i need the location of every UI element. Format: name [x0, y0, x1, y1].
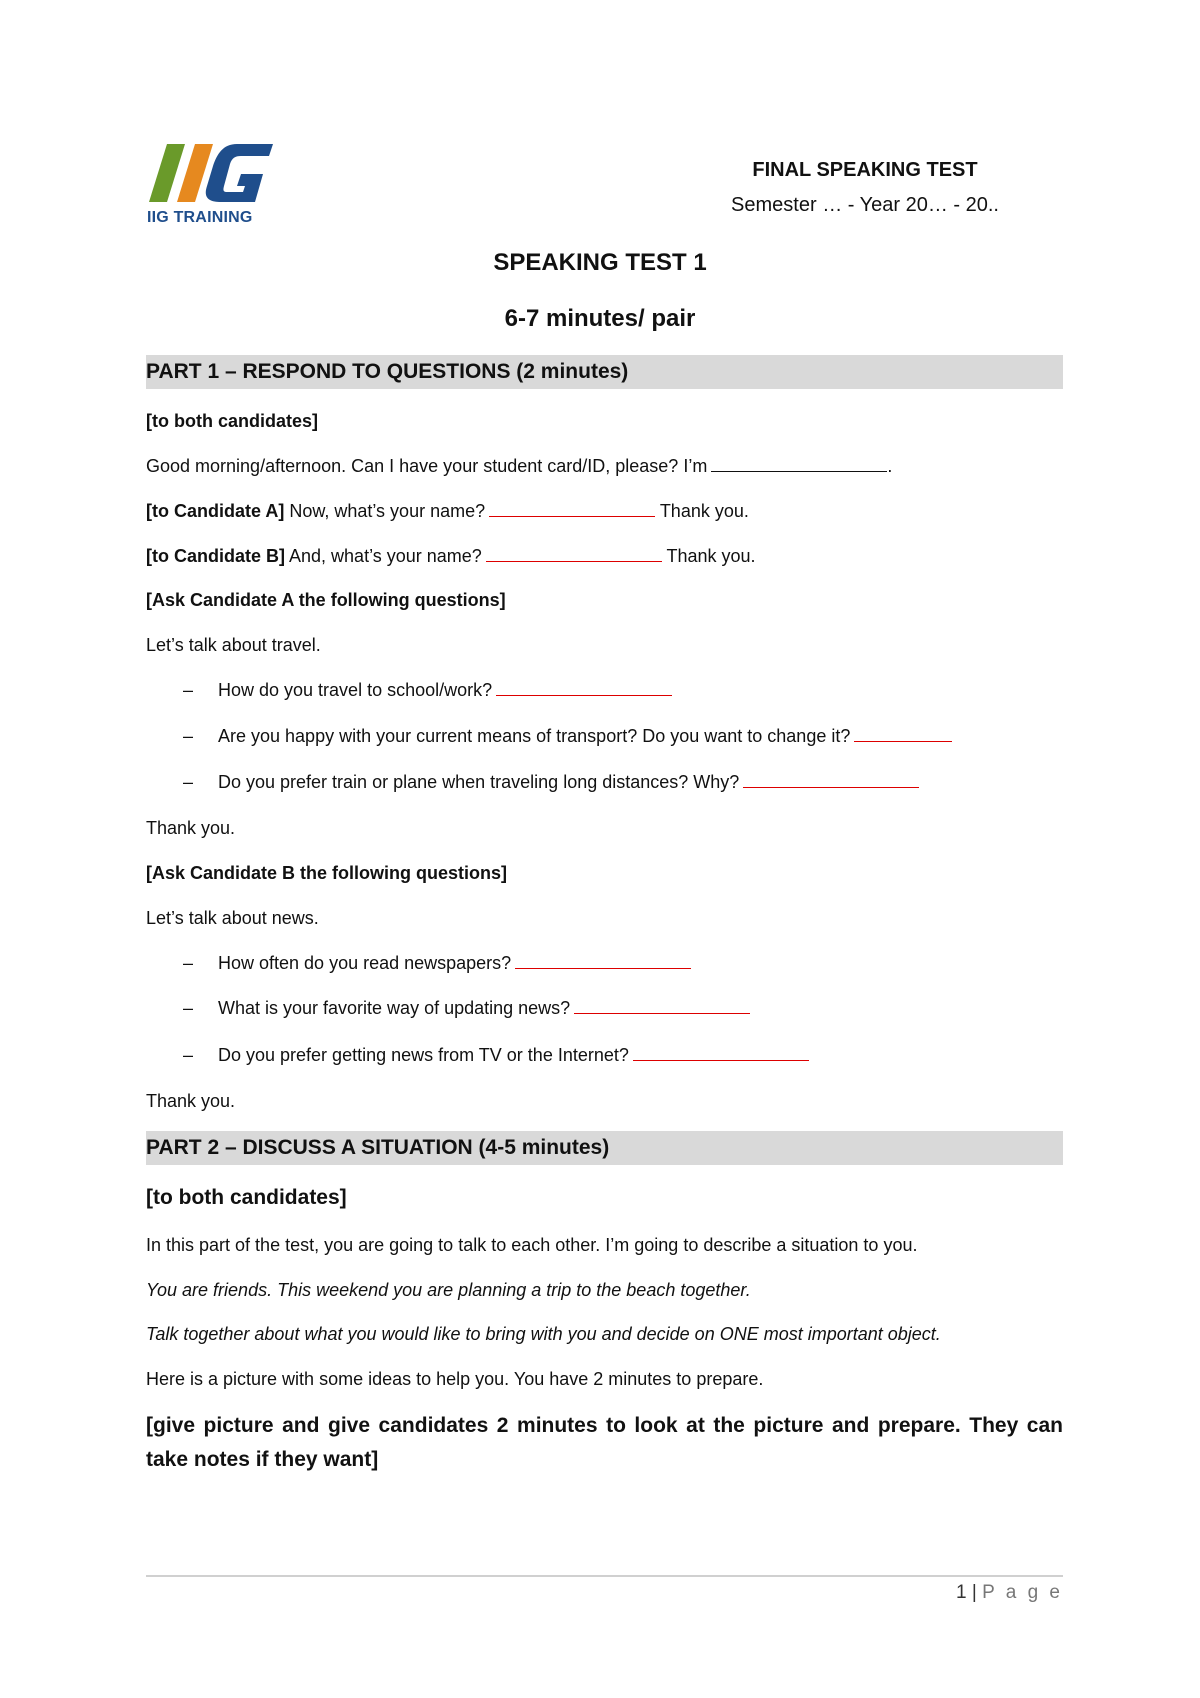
part2-both-candidates: [to both candidates] [146, 1186, 347, 1209]
part1-both-candidates: [to both candidates] [146, 411, 318, 431]
footer-separator: | [971, 1582, 977, 1603]
question-a-2-text: Are you happy with your current means of transport? Do you want to change it? [218, 726, 851, 746]
question-b-1 [218, 953, 691, 974]
part1-heading: PART 1 – RESPOND TO QUESTIONS (2 minutes) [146, 360, 629, 383]
examiner-name-blank [711, 470, 887, 472]
footer-divider [146, 1575, 1063, 1577]
bullet-dash: – [183, 1045, 194, 1065]
picture-instruction: Here is a picture with some ideas to help you. You have 2 minutes to prepare. [146, 1369, 764, 1389]
bullet-dash: – [183, 680, 194, 700]
candidate-a-thanks: Thank you. [659, 501, 749, 521]
part2-intro: In this part of the test, you are going to talk to each other. I’m going to describe a situation to you. [146, 1235, 918, 1255]
candidate-a-question: Now, what’s your name? [289, 501, 486, 521]
logo-text: IIG TRAINING [147, 209, 253, 226]
question-a-2 [218, 726, 952, 747]
question-b-3-text: Do you prefer getting news from TV or the Internet? [218, 1045, 629, 1065]
page-word: P a g e [982, 1582, 1063, 1603]
candidate-b-thanks: Thank you. [666, 546, 756, 566]
page-number: 1 [956, 1582, 967, 1603]
candidate-a-name-line [146, 501, 749, 522]
test-duration: 6-7 minutes/ pair [504, 305, 696, 332]
candidate-b-name-blank [486, 560, 662, 562]
thanks-a: Thank you. [146, 818, 236, 838]
page-footer [956, 1582, 1063, 1604]
part2-heading: PART 2 – DISCUSS A SITUATION (4-5 minutes) [146, 1136, 610, 1159]
ask-candidate-b: [Ask Candidate B the following questions] [146, 863, 508, 883]
header-title: FINAL SPEAKING TEST [752, 159, 978, 181]
greeting-text: Good morning/afternoon. Can I have your student card/ID, please? I’m [146, 456, 708, 476]
bullet-dash: – [183, 953, 194, 973]
candidate-b-question: And, what’s your name? [289, 546, 482, 566]
question-b-3 [218, 1045, 809, 1066]
greeting-end: . [887, 456, 893, 476]
situation-line-2: Talk together about what you would like to bring with you and decide on ONE most important object. [146, 1324, 941, 1344]
greeting-line [146, 456, 892, 477]
question-a-1-text: How do you travel to school/work? [218, 680, 493, 700]
examiner-instruction: [give picture and give candidates 2 minutes to look at the picture and prepare. They can take notes if they want] [146, 1414, 1063, 1471]
ask-candidate-a: [Ask Candidate A the following questions] [146, 590, 506, 610]
bullet-dash: – [183, 998, 194, 1018]
candidate-b-label: [to Candidate B] [146, 546, 285, 566]
answer-blank [496, 694, 672, 696]
answer-blank [574, 1012, 750, 1014]
candidate-a-name-blank [489, 515, 655, 517]
answer-blank [743, 786, 919, 788]
bullet-dash: – [183, 772, 194, 792]
bullet-dash: – [183, 726, 194, 746]
topic-b: Let’s talk about news. [146, 908, 319, 928]
candidate-a-label: [to Candidate A] [146, 501, 285, 521]
question-a-1 [218, 680, 672, 701]
topic-a: Let’s talk about travel. [146, 635, 321, 655]
thanks-b: Thank you. [146, 1091, 236, 1111]
answer-blank [515, 967, 691, 969]
header-subtitle: Semester … - Year 20… - 20.. [731, 194, 999, 216]
question-a-3-text: Do you prefer train or plane when traveling long distances? Why? [218, 772, 740, 792]
answer-blank [854, 740, 952, 742]
test-title: SPEAKING TEST 1 [493, 249, 707, 276]
situation-line-1: You are friends. This weekend you are planning a trip to the beach together. [146, 1280, 751, 1300]
question-b-2-text: What is your favorite way of updating news? [218, 998, 571, 1018]
question-b-2 [218, 998, 750, 1019]
candidate-b-name-line [146, 546, 756, 567]
question-b-1-text: How often do you read newspapers? [218, 953, 512, 973]
question-a-3 [218, 772, 919, 793]
answer-blank [633, 1059, 809, 1061]
